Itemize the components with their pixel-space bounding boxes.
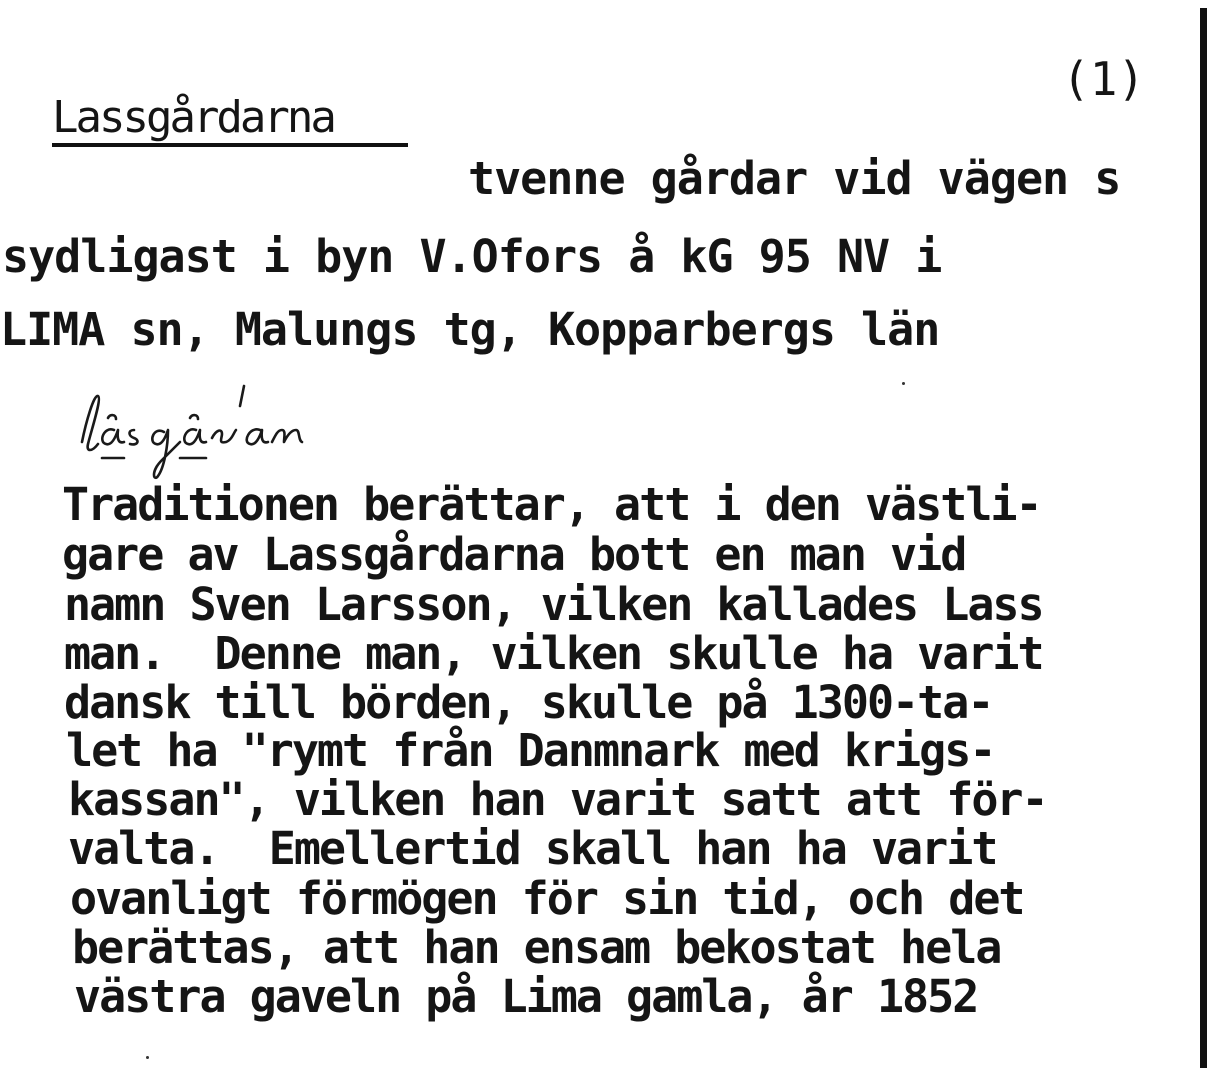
- location-line-2: sydligast i byn V.Ofors å kG 95 NV i: [2, 230, 942, 283]
- card-edge-line: [1200, 8, 1207, 1068]
- body-line-10: berättas, att han ensam bekostat hela: [72, 921, 1001, 974]
- body-line-6: let ha "rymt från Danmnark med krigs-: [66, 724, 995, 777]
- location-line-3: LIMA sn, Malungs tg, Kopparbergs län: [0, 303, 940, 356]
- body-line-5: dansk till börden, skulle på 1300-ta-: [64, 676, 993, 729]
- body-line-4: man. Denne man, vilken skulle ha varit: [64, 627, 1043, 680]
- body-line-3: namn Sven Larsson, vilken kallades Lass: [64, 578, 1043, 631]
- body-line-7: kassan", vilken han varit satt att för-: [68, 773, 1047, 826]
- body-line-1: Traditionen berättar, att i den västli-: [62, 478, 1041, 531]
- location-line-1: tvenne gårdar vid vägen s: [468, 152, 1121, 205]
- ink-speck: [902, 382, 905, 385]
- body-line-8: valta. Emellertid skall han ha varit: [68, 822, 997, 875]
- ink-speck: [146, 1056, 149, 1059]
- page-number: (1): [1062, 52, 1146, 106]
- title-underline: [52, 143, 408, 147]
- body-line-2: gare av Lassgårdarna bott en man vid: [62, 528, 966, 581]
- card-title: Lassgårdarna: [52, 92, 334, 143]
- body-line-11: västra gaveln på Lima gamla, år 1852: [74, 970, 978, 1023]
- handwritten-dialect-form: [72, 372, 412, 492]
- body-line-9: ovanligt förmögen för sin tid, och det: [70, 872, 1024, 925]
